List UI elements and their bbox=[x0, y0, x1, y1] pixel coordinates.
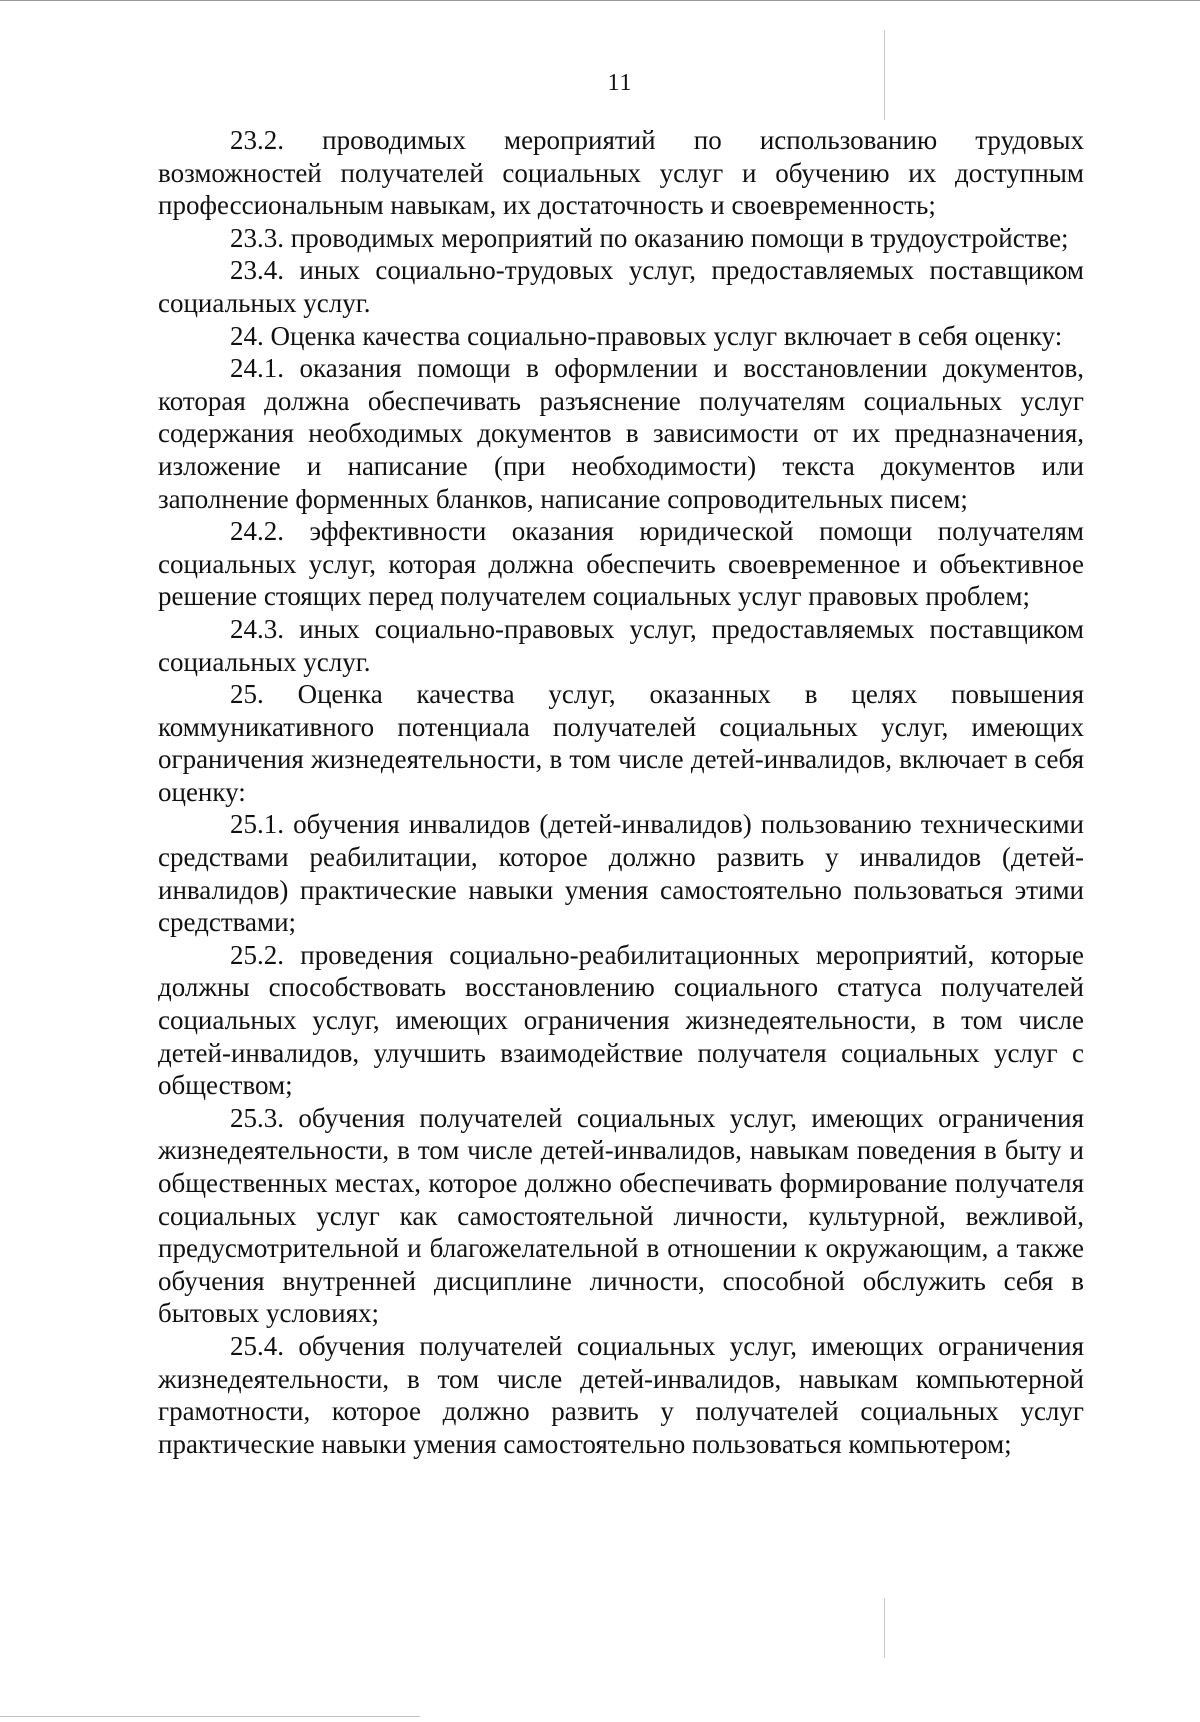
paragraph-25: 25. Оценка качества услуг, оказанных в целях повышения коммуникативного потенциала получателей социальных услуг, имеющих ограничения жизнедеятельности, в том числе детей-инвалидов, включает в себя оценку: bbox=[158, 679, 1084, 807]
paragraph-24: 24. Оценка качества социально-правовых услуг включает в себя оценку: bbox=[230, 320, 1063, 351]
paragraph-24-2: 24.2. эффективности оказания юридической помощи получателям социальных услуг, которая должна обеспечить своевременное и объективное решение стоящих перед получателем социальных услуг правовых проблем; bbox=[158, 516, 1084, 612]
paragraph-25-2: 25.2. проведения социально-реабилитационных мероприятий, которые должны способствовать восстановлению социального статуса получателей социальных услуг, имеющих ограничения жизнедеятельности, в том числе детей-инвалидов, улучшить взаимодействие получателя социальных услуг с обществом; bbox=[158, 939, 1084, 1101]
paragraph-24-3: 24.3. иных социально-правовых услуг, предоставляемых поставщиком социальных услуг. bbox=[158, 613, 1084, 677]
paragraph-25-3: 25.3. обучения получателей социальных услуг, имеющих ограничения жизнедеятельности, в том числе детей-инвалидов, навыкам поведения в быту и общественных местах, которое должно обеспечивать формирование получателя социальных услуг как самостоятельной личности, культурной, вежливой, предусмотрительной и благожелательной в отношении к окружающим, а также обучения внутренней дисциплине личности, способной обслужить себя в бытовых условиях; bbox=[158, 1102, 1084, 1329]
paragraph-23-2: 23.2. проводимых мероприятий по использованию трудовых возможностей получателей социальных услуг и обучению их доступным профессиональным навыкам, их достаточность и своевременность; bbox=[158, 125, 1084, 221]
scan-artifact-line bbox=[0, 1716, 420, 1717]
paragraph-23-3: 23.3. проводимых мероприятий по оказанию помощи в трудоустройстве; bbox=[230, 222, 1069, 253]
scan-artifact-line bbox=[0, 0, 1200, 1]
paragraph-25-4: 25.4. обучения получателей социальных услуг, имеющих ограничения жизнедеятельности, в том числе детей-инвалидов, навыкам компьютерной грамотности, которое должно развить у получателей социальных услуг практические навыки умения самостоятельно пользоваться компьютером; bbox=[158, 1330, 1084, 1459]
page-number: 11 bbox=[607, 70, 633, 96]
document-body bbox=[158, 124, 1084, 1460]
paragraph-23-4: 23.4. иных социально-трудовых услуг, предоставляемых поставщиком социальных услуг. bbox=[158, 255, 1084, 318]
paragraph-24-1: 24.1. оказания помощи в оформлении и восстановлении документов, которая должна обеспечивать разъяснение получателям социальных услуг содержания необходимых документов в зависимости от их предназначения, изложение и написание (при необходимости) текста документов или заполнение форменных бланков, написание сопроводительных писем; bbox=[158, 353, 1084, 514]
scan-artifact-line bbox=[884, 1598, 885, 1658]
paragraph-25-1: 25.1. обучения инвалидов (детей-инвалидов) пользованию техническими средствами реабилитации, которое должно развить у инвалидов (детей-инвалидов) практические навыки умения самостоятельно пользоваться этими средствами; bbox=[158, 809, 1084, 938]
